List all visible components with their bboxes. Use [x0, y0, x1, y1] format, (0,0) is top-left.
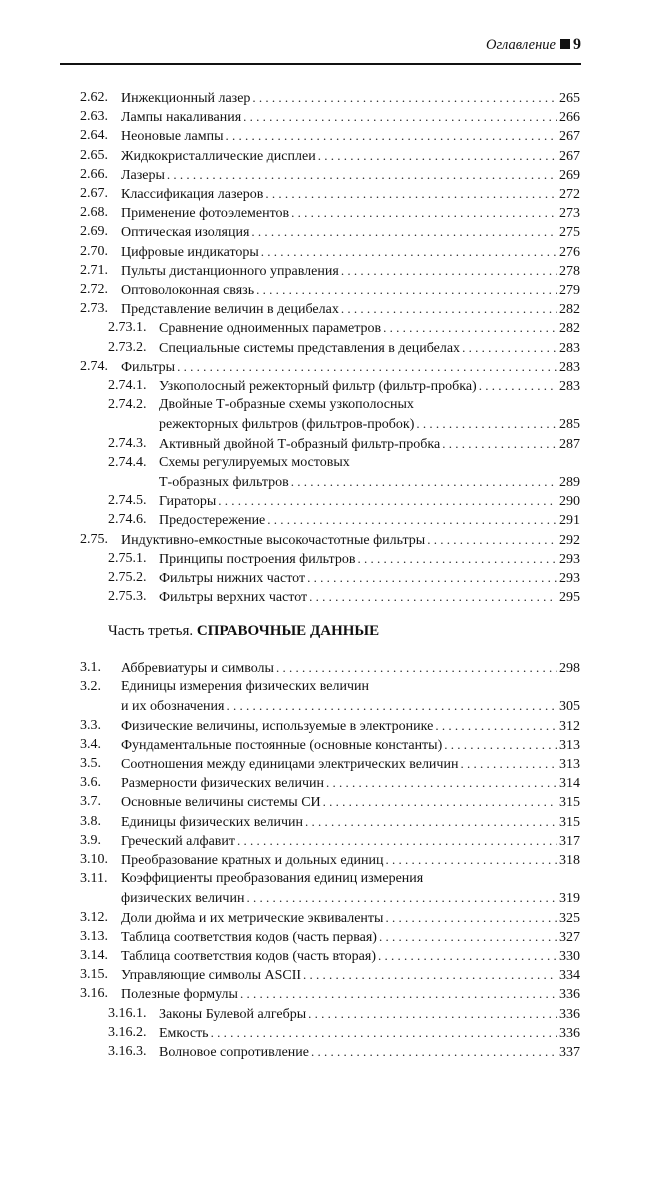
toc-entry-page: 330: [559, 949, 580, 964]
toc-entry-title: Гираторы: [159, 494, 217, 510]
toc-entry-number: 2.70.: [80, 243, 108, 259]
toc-entry-title: и их обозначения: [121, 699, 225, 715]
toc-entry-number: 3.13.: [80, 928, 108, 944]
dot-leader: [226, 696, 557, 715]
toc-entry-page: 289: [559, 474, 580, 490]
toc-entry-page: 293: [559, 551, 580, 567]
toc-entry-title: Двойные Т-образные схемы узкополосных: [159, 397, 414, 413]
dot-leader: [261, 242, 557, 261]
toc-entry-number: 3.10.: [80, 852, 108, 867]
toc-entry-title: Аббревиатуры и символы: [121, 661, 274, 676]
toc-entry-title: Инжекционный лазер: [121, 91, 251, 106]
toc-entry-number: 2.73.1.: [108, 320, 147, 336]
toc-entry-page: 314: [559, 776, 580, 792]
toc-entry-page: 291: [559, 513, 580, 529]
toc-entry-title: Полезные формулы: [121, 987, 238, 1003]
toc-entry-title: Единицы измерения физических величин: [121, 679, 370, 695]
dot-leader: [177, 357, 557, 376]
toc-entry-title: Соотношения между единицами электрических величин: [121, 757, 459, 772]
toc-entry-title: Волновое сопротивление: [159, 1045, 309, 1060]
dot-leader: [218, 491, 557, 510]
toc-entry-number: 3.9.: [80, 832, 101, 848]
toc-entry-page: 267: [559, 129, 580, 145]
toc-entry-page: 313: [559, 757, 580, 772]
toc-entry-title: Неоновые лампы: [121, 129, 224, 145]
toc-entry-number: 2.74.4.: [108, 454, 147, 470]
part-three-title: СПРАВОЧНЫЕ ДАННЫЕ: [196, 623, 380, 639]
toc-entry-page: 278: [559, 263, 580, 279]
dot-leader: [385, 908, 557, 927]
toc-entry-title: Цифровые индикаторы: [121, 244, 259, 260]
toc-entry-page: 275: [559, 225, 580, 241]
dot-leader: [323, 792, 557, 811]
dot-leader: [303, 965, 557, 984]
dot-leader: [246, 888, 557, 907]
toc-entry-page: 315: [559, 814, 580, 830]
dot-leader: [416, 414, 557, 433]
toc-entry-title: Размерности физических величин: [121, 776, 325, 792]
toc-entry-number: 3.15.: [80, 967, 108, 983]
toc-entry-page: 327: [559, 929, 580, 945]
toc-entry-title: Доли дюйма и их метрические эквиваленты: [121, 910, 384, 926]
toc-entry-title: Емкость: [159, 1025, 209, 1041]
dot-leader: [385, 850, 557, 869]
toc-entry-page: 293: [559, 571, 580, 586]
toc-entry-number: 2.74.1.: [108, 378, 147, 393]
toc-entry-page: 272: [559, 187, 580, 202]
dot-leader: [357, 549, 557, 568]
page-number: 9: [573, 36, 581, 53]
toc-entry-page: 334: [559, 968, 580, 984]
toc-entry-number: 2.74.6.: [108, 512, 147, 528]
toc-entry-page: 273: [559, 206, 580, 222]
toc-entry-title: Коэффициенты преобразования единиц измерения: [121, 871, 424, 887]
toc-entry-page: 318: [559, 853, 580, 868]
header-title: Оглавление: [486, 37, 556, 53]
dot-leader: [256, 280, 557, 299]
dot-leader: [378, 946, 557, 965]
toc-entry-title: Фильтры нижних частот: [159, 571, 306, 586]
toc-entry-page: 336: [559, 1006, 580, 1022]
toc-entry-title: Законы Булевой алгебры: [159, 1006, 307, 1022]
dot-leader: [444, 735, 557, 754]
toc-entry-title: Активный двойной Т-образный фильтр-пробка: [159, 436, 441, 452]
toc-entry-number: 2.71.: [80, 262, 108, 278]
dot-leader: [383, 318, 557, 337]
toc-entry-number: 2.69.: [80, 224, 108, 240]
toc-entry-page: 267: [559, 148, 580, 164]
toc-entry-page: 319: [559, 891, 580, 907]
toc-entry-number: 3.7.: [80, 794, 101, 810]
toc-entry-number: 2.64.: [80, 128, 108, 144]
dot-leader: [167, 165, 557, 184]
toc-entry-page: 269: [559, 167, 580, 183]
dot-leader: [311, 1042, 557, 1061]
toc-entry-number: 3.1.: [80, 660, 101, 675]
dot-leader: [462, 338, 557, 357]
running-header: [60, 30, 581, 60]
header-rule: [60, 63, 581, 65]
part-three-heading: [108, 621, 379, 641]
toc-entry-number: 2.73.2.: [108, 339, 147, 355]
toc-entry-title: Представление величин в децибелах: [121, 302, 339, 318]
dot-leader: [427, 530, 557, 549]
dot-leader: [341, 299, 557, 318]
dot-leader: [251, 222, 557, 241]
toc-entry-title: Классификация лазеров: [121, 187, 264, 202]
toc-entry-number: 3.11.: [80, 871, 108, 887]
dot-leader: [252, 88, 557, 107]
toc-entry-title: Основные величины системы СИ: [121, 795, 321, 811]
toc-entry-number: 3.16.3.: [108, 1044, 147, 1059]
toc-entry-number: 3.4.: [80, 736, 101, 752]
dot-leader: [442, 434, 557, 453]
toc-entry-page: 315: [559, 795, 580, 811]
toc-entry-page: 283: [559, 359, 580, 375]
dot-leader: [291, 472, 557, 491]
toc-entry-title: Фундаментальные постоянные (основные константы): [121, 737, 443, 753]
dot-leader: [243, 107, 557, 126]
dot-leader: [435, 716, 557, 735]
toc-entry-title: Управляющие символы ASCII: [121, 968, 302, 984]
toc-entry-number: 3.6.: [80, 775, 101, 791]
toc-entry-title: Узкополосный режекторный фильтр (фильтр-пробка): [159, 379, 477, 394]
toc-entry-page: 336: [559, 987, 580, 1003]
toc-entry-number: 2.74.5.: [108, 493, 147, 509]
toc-entry-page: 313: [559, 737, 580, 753]
toc-entry-page: 266: [559, 110, 580, 126]
toc-entry-number: 2.75.2.: [108, 570, 147, 585]
toc-entry-title: Специальные системы представления в децибелах: [159, 340, 461, 356]
dot-leader: [318, 146, 557, 165]
dot-leader: [379, 927, 557, 946]
dot-leader: [460, 754, 557, 773]
dot-leader: [276, 658, 557, 677]
toc-entry-page: 283: [559, 340, 580, 356]
part-three-prefix: Часть третья.: [108, 623, 194, 639]
toc-entry-title: Фильтры верхних частот: [159, 590, 308, 606]
dot-leader: [265, 184, 557, 203]
toc-entry-title: Фильтры: [121, 359, 176, 375]
toc-entry-page: 305: [559, 699, 580, 715]
toc-entry-number: 2.74.2.: [108, 397, 147, 413]
toc-entry-title: Лазеры: [121, 167, 165, 183]
toc-entry-number: 2.63.: [80, 109, 108, 125]
toc-entry-page: 276: [559, 244, 580, 260]
toc-entry-number: 2.74.3.: [108, 435, 147, 451]
toc-entry-page: 295: [559, 590, 580, 606]
toc-entry-title: Предостережение: [159, 513, 266, 529]
dot-leader: [479, 376, 557, 395]
toc-entry-number: 2.66.: [80, 166, 108, 182]
toc-entry-title: Физические величины, используемые в электронике: [121, 718, 434, 734]
dot-leader: [309, 587, 557, 606]
toc-entry-page: 290: [559, 494, 580, 510]
toc-entry-page: 265: [559, 91, 580, 106]
toc-entry-page: 312: [559, 718, 580, 734]
toc-entry-number: 2.75.1.: [108, 550, 147, 566]
toc-entry-title: Принципы построения фильтров: [159, 551, 356, 567]
toc-entry-page: 287: [559, 436, 580, 452]
dot-leader: [211, 1023, 557, 1042]
toc-entry-title: Сравнение одноименных параметров: [159, 321, 382, 337]
toc-entry-number: 3.16.: [80, 986, 108, 1002]
toc-entry-number: 2.68.: [80, 205, 108, 221]
toc-entry-number: 3.16.2.: [108, 1024, 147, 1040]
dot-leader: [267, 510, 557, 529]
toc-entry-number: 2.74.: [80, 358, 108, 374]
toc-entry-number: 3.2.: [80, 679, 101, 695]
toc-entry-title: Оптоволоконная связь: [121, 283, 255, 298]
toc-entry-title: режекторных фильтров (фильтров-пробок): [159, 417, 415, 433]
toc-entry-number: 3.12.: [80, 909, 108, 925]
toc-entry-number: 3.14.: [80, 948, 108, 963]
toc-entry-page: 282: [559, 302, 580, 318]
toc-entry-title: Индуктивно-емкостные высокочастотные фильтры: [121, 532, 426, 548]
toc-entry-page: 337: [559, 1045, 580, 1060]
square-bullet-icon: [560, 39, 570, 49]
toc-entry-title: Таблица соответствия кодов (часть вторая): [121, 949, 376, 964]
toc-entry-title: Жидкокристаллические дисплеи: [121, 148, 316, 164]
toc-entry-page: 317: [559, 833, 580, 849]
toc-entry-number: 2.75.3.: [108, 589, 147, 605]
toc-entry-number: 3.16.1.: [108, 1005, 147, 1021]
toc-entry-title: Преобразование кратных и дольных единиц: [121, 853, 384, 868]
toc-entry-number: 2.67.: [80, 186, 108, 201]
toc-entry-title: Т-образных фильтров: [159, 474, 289, 490]
toc-entry-title: Единицы физических величин: [121, 814, 303, 830]
dot-leader: [240, 984, 557, 1003]
toc-entry-number: 3.5.: [80, 756, 101, 771]
toc-entry-page: 283: [559, 379, 580, 394]
dot-leader: [326, 773, 557, 792]
dot-leader: [226, 126, 557, 145]
toc-entry-title: Таблица соответствия кодов (часть первая): [121, 929, 377, 945]
toc-entry-page: 282: [559, 321, 580, 337]
toc-entry-title: Греческий алфавит: [121, 833, 236, 849]
dot-leader: [341, 261, 557, 280]
toc-entry-number: 2.65.: [80, 147, 108, 163]
toc-entry-number: 2.62.: [80, 90, 108, 105]
toc-entry-number: 3.8.: [80, 813, 101, 829]
dot-leader: [308, 1004, 557, 1023]
toc-entry-title: Оптическая изоляция: [121, 225, 250, 241]
toc-entry-number: 2.75.: [80, 531, 108, 547]
toc-entry-title: Пульты дистанционного управления: [121, 263, 339, 279]
toc-entry-page: 292: [559, 532, 580, 548]
toc-entry-page: 285: [559, 417, 580, 433]
toc-entry-number: 3.3.: [80, 717, 101, 733]
toc-entry-page: 336: [559, 1025, 580, 1041]
dot-leader: [291, 203, 557, 222]
dot-leader: [307, 568, 557, 587]
toc-entry-page: 279: [559, 283, 580, 298]
toc-entry-title: Применение фотоэлементов: [121, 206, 290, 222]
toc-entry-page: 325: [559, 910, 580, 926]
toc-entry-title: Лампы накаливания: [121, 110, 242, 126]
toc-entry-title: физических величин: [121, 891, 245, 907]
toc-entry-title: Схемы регулируемых мостовых: [159, 454, 350, 470]
toc-entry-number: 2.72.: [80, 282, 108, 297]
dot-leader: [305, 812, 557, 831]
toc-entry-number: 2.73.: [80, 301, 108, 317]
dot-leader: [237, 831, 557, 850]
toc-entry-page: 298: [559, 661, 580, 676]
